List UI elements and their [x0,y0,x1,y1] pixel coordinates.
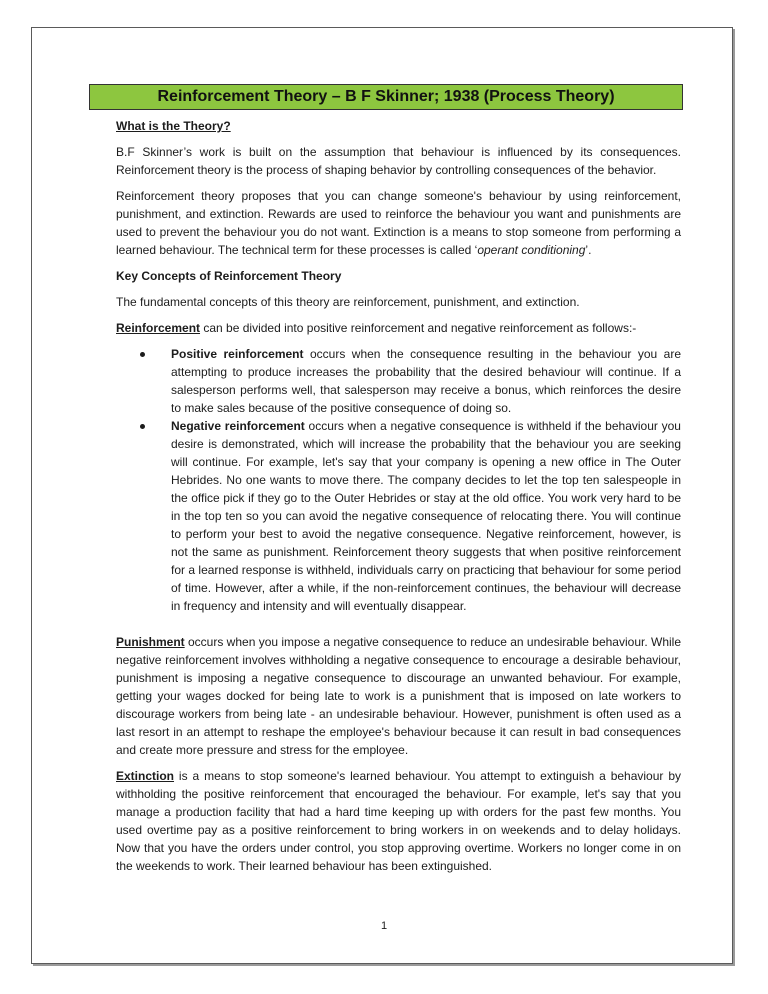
reinforcement-term: Reinforcement [116,321,201,335]
section-heading-what-is-theory: What is the Theory? [116,119,231,133]
paragraph-reinforcement [116,319,681,337]
document-body [116,84,681,875]
extinction-text: is a means to stop someone's learned behaviour. You attempt to extinguish a behaviour by withholding the positive reinforcement that encouraged the behaviour. For example, let's say that you manage a production facility that had a hard time keeping up with orders for the past few months. You used overtime pay as a positive reinforcement to bring workers in on weekends and to delay holidays. Now that you have the orders under control, you stop approving overtime. Workers no longer come in on the weekends to work. Their learned behaviour has been extinguished. [116,769,681,873]
paragraph-proposal-main: Reinforcement theory proposes that you can change someone's behaviour by using reinforcement, punishment, and extinction. Rewards are used to reinforce the behaviour you want and punishments are used to prevent the behaviour you do not want. Extinction is a means to stop someone from performing a learned behaviour. The technical term for these processes is called ‘ [116,189,681,257]
reinforcement-list [116,345,681,615]
extinction-term: Extinction [116,769,175,783]
punishment-text: occurs when you impose a negative consequence to reduce an undesirable behaviour. While negative reinforcement involves withholding a negative consequence to encourage a desirable behaviour, punishment is imposing a negative consequence to discourage an unwanted behaviour. For example, getting your wages docked for being late to work is a punishment that is imposed on late workers to discourage workers from being late - an undesirable behaviour. However, punishment is often used as a last resort in an attempt to reshape the employee's behaviour because it can result in bad consequences and create more pressure and stress for the employee. [116,635,681,757]
paragraph-proposal-end: ’. [585,243,592,257]
document-title: Reinforcement Theory – B F Skinner; 1938 (Process Theory) [157,88,615,105]
bullet-text: occurs when the consequence resulting in the behaviour you are attempting to produce increases the probability that the desired behaviour will continue. If a salesperson performs well, that salesperson may receive a bonus, which reinforces the desire to make sales because of the positive consequence of doing so. [171,347,682,415]
list-item-negative-reinforcement [116,417,681,615]
operant-conditioning-term: operant conditioning [477,243,586,257]
page-number: 1 [380,920,388,932]
reinforcement-text: can be divided into positive reinforcement and negative reinforcement as follows:- [200,321,637,335]
paragraph-fundamentals: The fundamental concepts of this theory are reinforcement, punishment, and extinction. [116,295,580,309]
paragraph-punishment [116,633,681,759]
section-heading-key-concepts: Key Concepts of Reinforcement Theory [116,269,342,283]
bullet-text: occurs when a negative consequence is withheld if the behaviour you desire is demonstrated, which will increase the probability that the behaviour you are seeking will continue. For example, let's say that your company is opening a new office in The Outer Hebrides. No one wants to move there. The company decides to let the top ten salespeople in the office pick if they go to the Outer Hebrides or stay at the old office. You work very hard to be in the top ten so you can avoid the negative consequence of relocating there. You will continue to perform your best to avoid the negative consequence. Negative reinforcement, however, is not the same as punishment. Reinforcement theory suggests that when positive reinforcement for a learned response is withheld, individuals carry on practicing that behaviour for some period of time. However, after a while, if the non-reinforcement continues, the behaviour will decrease in frequency and intensity and will eventually disappear. [171,419,681,613]
bullet-term: Negative reinforcement [171,419,305,433]
punishment-term: Punishment [116,635,185,649]
bullet-term: Positive reinforcement [171,347,304,361]
paragraph-extinction [116,767,681,875]
title-banner [89,84,683,110]
list-item-positive-reinforcement [116,345,681,417]
paragraph-intro: B.F Skinner’s work is built on the assumption that behaviour is influenced by its consequences. Reinforcement theory is the process of shaping behavior by controlling consequences of the behavior. [116,145,681,177]
paragraph-proposal [116,187,681,259]
